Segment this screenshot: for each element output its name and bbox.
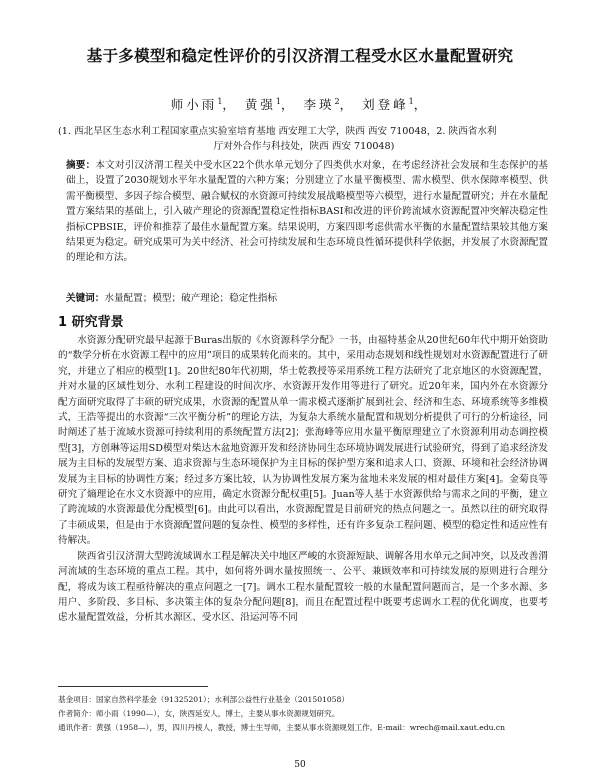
affiliation-line: (1. 西北旱区生态水利工程国家重点实验室培育基地 西安理工大学，陕西 西安 710048，2. 陕西省水利 [58,126,497,137]
paper-title: 基于多模型和稳定性评价的引汉济渭工程受水区水量配置研究 [86,47,514,65]
footnote-divider [58,686,208,687]
abstract-text: 本文对引汉济渭工程关中受水区22个供水单元划分了四类供水对象，在考虑经济社会发展和生态保护的基础上，设置了2030规划水平年水量配置的六种方案；分别建立了水量平衡模型、需水模型、供水保障率模型、供需平衡模型、多因子综合模型、融合赋权的水资源可持续发展战略模型等六模型，进行水量配置研究；并在水量配置方案结果的基础上，引入破产理论的资源配置稳定性指标BASI和改进的评价跨流域水资源配置冲突解决稳定性指标CPBSIE，评价和推荐了最佳水量配置方案。结果说明，方案四即考虑供需水平衡的水量配置结果较其他方案结果更为稳定。研究成果可为关中经济、社会可持续发展和生态环境良性循环提供科学依据，并发展了水资源配置的理论和方法。 [66,160,549,264]
section-heading: 1 研究背景 [58,315,124,330]
page-number: 50 [294,760,306,770]
author-affil-mark: 2 [334,96,340,106]
author-name: 刘登峰 [362,97,409,112]
keywords-label: 关键词： [66,293,105,304]
keywords [66,291,548,306]
abstract-label: 摘要： [66,160,96,171]
body-text [58,333,548,626]
author-name: 黄强 [244,97,276,112]
affiliation [58,124,550,154]
footnote-funding: 基金项目：国家自然科学基金（91325201）；水利部公益性行业基金（201501058） [58,695,349,704]
author-affil-mark: 1 [275,96,281,106]
author-name: 师小雨 [170,97,218,112]
author-affil-mark: 1 [217,96,223,106]
footnotes [58,693,550,735]
abstract [66,158,548,266]
author-name: 李瑛 [303,97,335,112]
body-paragraph: 水资源分配研究最早起源于Buras出版的《水资源科学分配》一书，由福特基金从20世纪60年代中期开始资助的“数学分析在水资源工程中的应用”项目的成果转化而来的。其中，采用动态规划和线性规划对水资源配置进行了研究，并建立了相应的模型[1]。20世纪80年代初期，华士乾教授等采用系统工程方法研究了北京地区的水资源配置，并对水量的区域性划分、水利工程建设的时间次序、水资源开发作用等进行了研究。近20年来，国内外在水资源分配方面研究取得了丰硕的研究成果，水资源的配置从单一需求模式逐渐扩展到社会、经济和生态、环境系统等多维模式，王浩等提出的水资源“三次平衡分析”的理论方法，为复杂大系统水量配置和规划分析提供了可行的分析途径，同时阐述了基于流域水资源可持续利用的系统配置方法[2]；张海峰等应用水量平衡原理建立了水资源利用动态调控模型[3]，方创琳等运用SD模型对柴达木盆地资源开发和经济协同生态环境协调发展进行试验研究，得到了追求经济发展为主目标的发展型方案、追求资源与生态环境保护为主目标的保护型方案和追求人口、资源、环境和社会经济协调发展为主目标的协调性方案；经过多方案比较，认为协调性发展方案为盆地未来发展的相对最佳方案[4]。金菊良等研究了熵理论在水文水资源中的应用，确定水资源分配权重[5]。Juan等人基于水资源供给与需求之间的平衡，建立了跨流域的水资源最优分配模型[6]。由此可以看出，水资源配置是目前研究的热点问题之一。虽然以往的研究取得了丰硕成果，但是由于水资源配置问题的复杂性、模型的多样性，还有许多复杂工程问题、模型的稳定性和适应性有待解决。 [58,335,548,547]
author-list: 师小雨$^1$， 黄强$^1$， 李瑛$^2$， 刘登峰$^1$， [170,96,430,112]
footnote-author-bio: 作者简介：师小雨（1990—），女，陕西延安人，博士，主要从事水资源规划研究。 [58,709,340,718]
keywords-text: 水量配置；模型；破产理论；稳定性指标 [104,293,278,304]
author-affil-mark: 1 [408,96,414,106]
footnote-corresponding: 通讯作者：黄强（1958—），男，四川丹棱人，教授，博士生导师，主要从事水资源规划工作。E-mail：wrech@mail.xaut.edu.cn [58,723,506,732]
affiliation-line: 厅对外合作与科技处，陕西 西安 710048) [213,141,395,152]
body-paragraph: 陕西省引汉济渭大型跨流域调水工程是解决关中地区严峻的水资源短缺、调解各用水单元之间冲突，以及改善渭河流域的生态环境的重点工程。其中，如何将外调水量按照统一、公平、兼顾效率和可持续发展的原则进行合理分配，将成为该工程亟待解决的重点问题之一[7]。调水工程水量配置较一般的水量配置问题而言，是一个多水源、多用户、多阶段、多目标、多决策主体的复杂分配问题[8]，而且在配置过程中既要考虑调水工程的优化调度，也要考虑水量配置效益，分析其水源区、受水区、沿运河等不同 [58,550,548,624]
